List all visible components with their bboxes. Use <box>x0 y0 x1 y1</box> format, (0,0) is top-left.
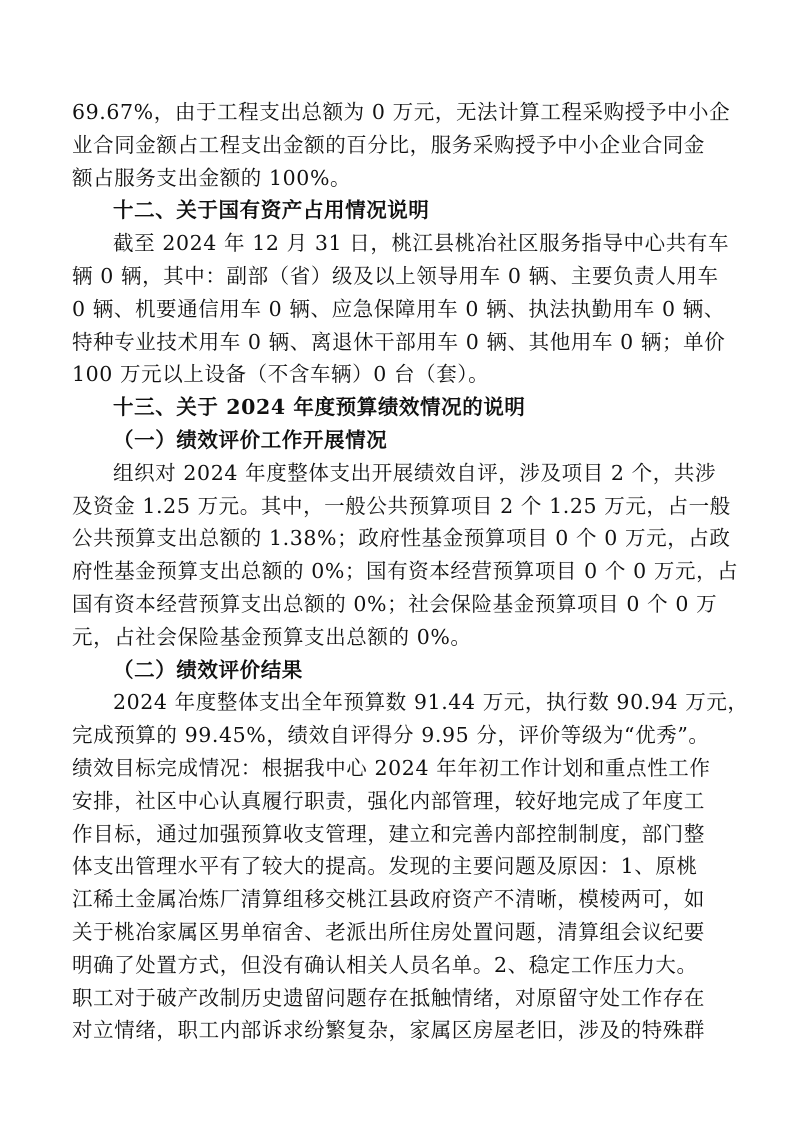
body-text-line: 额占服务支出金额的 100%。 <box>72 165 352 190</box>
body-text-line: 江稀土金属冶炼厂清算组移交桃江县政府资产不清晰，模棱两可，如 <box>72 887 705 912</box>
body-text-line: 特种专业技术用车 0 辆、离退休干部用车 0 辆、其他用车 0 辆；单价 <box>72 329 726 354</box>
body-text-line: 及资金 1.25 万元。其中，一般公共预算项目 2 个 1.25 万元，占一般 <box>72 493 731 518</box>
body-text-line: 职工对于破产改制历史遗留问题存在抵触情绪，对原留守处工作存在 <box>72 985 705 1010</box>
body-text-line: 府性基金预算支出总额的 0%；国有资本经营预算项目 0 个 0 万元，占 <box>72 559 739 584</box>
body-text-line: 明确了处置方式，但没有确认相关人员名单。2、稳定工作压力大。 <box>72 952 698 977</box>
paragraph-first-line: 组织对 2024 年度整体支出开展绩效自评，涉及项目 2 个，共涉 <box>113 460 717 485</box>
body-text-line: 69.67%，由于工程支出总额为 0 万元，无法计算工程采购授予中小企 <box>72 100 731 124</box>
body-text-line: 绩效目标完成情况：根据我中心 2024 年年初工作计划和重点性工作 <box>72 755 711 780</box>
body-text-line: 业合同金额占工程支出金额的百分比，服务采购授予中小企业合同金 <box>72 132 705 157</box>
body-text-line: 元，占社会保险基金预算支出总额的 0%。 <box>72 624 472 649</box>
section-heading-13: 十三、关于 2024 年度预算绩效情况的说明 <box>113 395 526 420</box>
body-text-line: 完成预算的 99.45%，绩效自评得分 9.95 分，评价等级为“优秀”。 <box>72 723 710 748</box>
body-text-line: 0 辆、机要通信用车 0 辆、应急保障用车 0 辆、执法执勤用车 0 辆、 <box>72 296 725 321</box>
paragraph-first-line: 2024 年度整体支出全年预算数 91.44 万元，执行数 90.94 万元， <box>113 690 749 715</box>
paragraph-first-line: 截至 2024 年 12 月 31 日，桃江县桃冶社区服务指导中心共有车 <box>113 231 730 256</box>
body-text-line: 作目标，通过加强预算收支管理，建立和完善内部控制制度，部门整 <box>72 821 705 846</box>
subsection-heading-2: （二）绩效评价结果 <box>113 657 303 682</box>
body-text-line: 对立情绪，职工内部诉求纷繁复杂，家属区房屋老旧，涉及的特殊群 <box>72 1018 705 1043</box>
subsection-heading-1: （一）绩效评价工作开展情况 <box>113 427 388 452</box>
body-text-line: 关于桃冶家属区男单宿舍、老派出所住房处置问题，清算组会议纪要 <box>72 919 705 944</box>
document-page <box>72 96 749 1047</box>
body-text-line: 辆 0 辆，其中：副部（省）级及以上领导用车 0 辆、主要负责人用车 <box>72 263 719 288</box>
body-text-line: 100 万元以上设备（不含车辆）0 台（套）。 <box>72 362 490 387</box>
body-text-line: 国有资本经营预算支出总额的 0%；社会保险基金预算项目 0 个 0 万 <box>72 591 718 616</box>
body-text-line: 体支出管理水平有了较大的提高。发现的主要问题及原因：1、原桃 <box>72 854 698 879</box>
body-text-line: 公共预算支出总额的 1.38%；政府性基金预算项目 0 个 0 万元，占政 <box>72 526 731 551</box>
section-heading-12: 十二、关于国有资产占用情况说明 <box>113 198 430 223</box>
body-text-line: 安排，社区中心认真履行职责，强化内部管理，较好地完成了年度工 <box>72 788 705 813</box>
